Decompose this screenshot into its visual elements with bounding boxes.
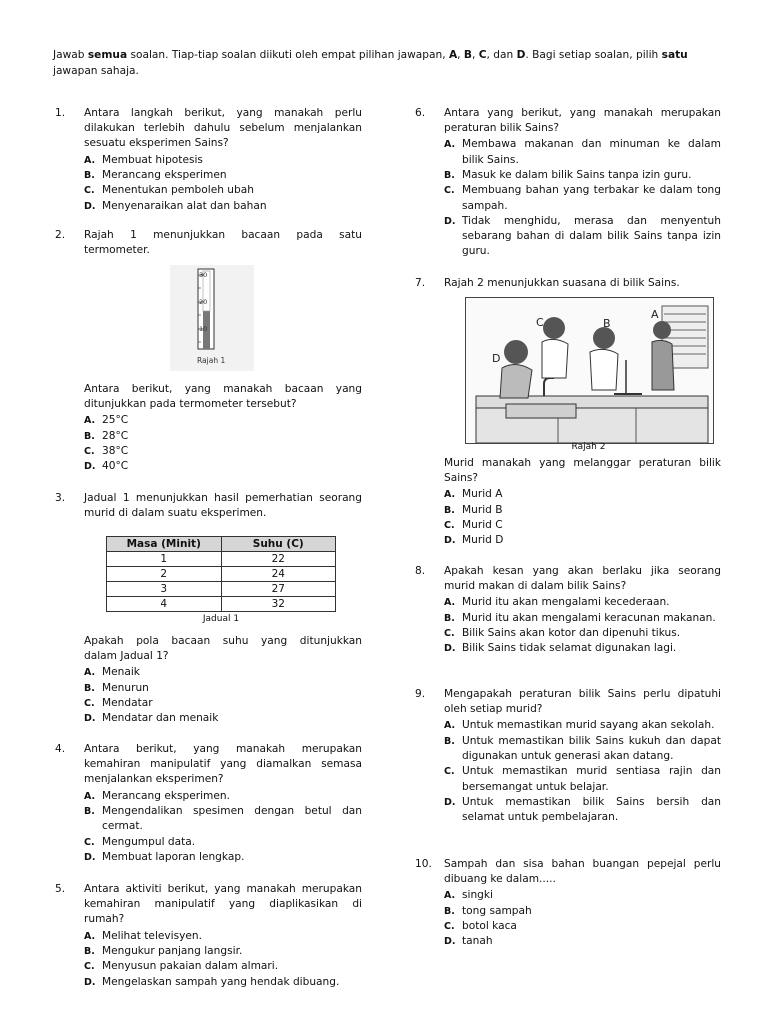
option-b[interactable] — [84, 681, 362, 696]
option-a[interactable] — [444, 487, 721, 502]
instr-bold: B — [463, 49, 472, 61]
instr-text: soalan. Tiap-tiap soalan diikuti oleh empat pilihan jawapan, — [127, 49, 449, 61]
question-2 — [55, 228, 362, 258]
question-number: 1. — [55, 107, 66, 119]
instr-text: , — [472, 49, 479, 61]
question-text — [84, 491, 362, 521]
option-letter: D. — [444, 936, 456, 948]
options-list — [444, 888, 721, 949]
option-c[interactable] — [444, 919, 721, 934]
option-letter: B. — [84, 945, 95, 957]
question-text — [84, 106, 362, 152]
options-list — [444, 487, 721, 548]
option-text: Masuk ke dalam bilik Sains tanpa izin guru. — [462, 169, 692, 181]
question-line: rumah? — [84, 913, 125, 926]
options-list — [444, 595, 721, 656]
instr-text: , dan — [486, 49, 517, 61]
option-letter: C. — [444, 766, 455, 778]
table-cell: 1 — [107, 552, 222, 567]
table-row — [107, 597, 336, 612]
option-text: Merancang eksperimen. — [102, 789, 230, 802]
option-text: Merancang eksperimen — [102, 168, 227, 181]
option-text: 25°C — [102, 414, 129, 427]
question-7 — [415, 276, 721, 291]
question-number: 5. — [55, 883, 66, 895]
question-number: 8. — [415, 565, 426, 577]
option-text: Bilik Sains akan kotor dan dipenuhi tikus. — [462, 627, 681, 639]
option-letter: D. — [84, 200, 96, 212]
question-line: Apakah pola bacaan suhu yang ditunjukkan — [84, 635, 362, 647]
instr-bold: D — [516, 49, 526, 61]
question-text — [84, 228, 362, 258]
question-line: Antara langkah berikut, yang manakah perlu — [84, 107, 362, 119]
option-d[interactable] — [84, 975, 362, 990]
question-line: Antara berikut, yang manakah merupakan — [84, 743, 362, 755]
option-d[interactable] — [84, 459, 362, 474]
options-list — [84, 153, 362, 214]
tick-label: 20 — [199, 298, 208, 306]
question-3 — [55, 491, 362, 521]
question-line: kemahiran manipulatif yang diaplikasikan di — [84, 898, 362, 911]
option-d[interactable] — [84, 850, 362, 865]
question-2-stem — [55, 382, 362, 475]
option-letter: A. — [444, 597, 456, 609]
options-list — [444, 718, 721, 825]
question-line: sesuatu eksperimen Sains? — [84, 137, 229, 150]
question-6 — [415, 106, 721, 260]
option-d[interactable] — [444, 641, 721, 656]
option-letter: B. — [444, 504, 455, 516]
option-letter: D. — [84, 461, 96, 473]
option-text: Membuat hipotesis — [102, 153, 203, 166]
option-text: Tidak menghidu, merasa dan menyentuh sebarang bahan di dalam bilik Sains tanpa izin guru. — [462, 214, 721, 258]
option-letter: A. — [444, 720, 456, 732]
option-text: 28°C — [102, 429, 129, 442]
option-letter: C. — [84, 185, 95, 197]
option-text: Membawa makanan dan minuman ke dalam bilik Sains. — [462, 138, 721, 166]
option-d[interactable] — [444, 934, 721, 949]
option-letter: A. — [84, 930, 96, 942]
option-letter: B. — [444, 170, 455, 181]
option-a[interactable] — [84, 153, 362, 168]
option-b[interactable] — [444, 734, 721, 765]
question-10 — [415, 857, 721, 950]
option-text: Menyenaraikan alat dan bahan — [102, 199, 267, 212]
figure-caption: Rajah 2 — [571, 442, 606, 452]
option-text: Murid itu akan mengalami keracunan makanan. — [462, 611, 716, 624]
option-text: Menyusun pakaian dalam almari. — [102, 960, 279, 973]
options-list — [444, 137, 721, 259]
option-letter: C. — [444, 185, 455, 197]
option-a[interactable] — [84, 665, 362, 680]
option-letter: A. — [84, 790, 96, 802]
option-text: Murid itu akan mengalami kecederaan. — [462, 596, 670, 609]
option-text: Mengumpul data. — [102, 835, 196, 848]
option-a[interactable] — [84, 413, 362, 428]
table-header-row — [107, 537, 336, 552]
option-letter: D. — [84, 713, 96, 725]
table-header: Suhu (C) — [221, 537, 336, 552]
question-line: oleh setiap murid? — [444, 703, 543, 716]
option-text: Untuk memastikan bilik Sains kukuh dan dapat digunakan untuk generasi akan datang. — [462, 734, 721, 762]
option-letter: D. — [444, 643, 456, 655]
option-letter: D. — [444, 796, 456, 808]
question-line: Sampah dan sisa bahan buangan pepejal perlu — [444, 858, 721, 870]
option-text: Melihat televisyen. — [102, 929, 203, 942]
question-line: Rajah 2 menunjukkan suasana di bilik Sains. — [444, 277, 680, 289]
option-text: tong sampah — [462, 904, 532, 917]
option-letter: A. — [444, 139, 456, 151]
question-number: 9. — [415, 688, 426, 700]
option-a[interactable] — [444, 137, 721, 168]
question-text — [444, 276, 721, 291]
option-c[interactable] — [84, 444, 362, 459]
table-cell: 32 — [221, 597, 336, 612]
question-line: kemahiran manipulatif yang diamalkan semasa — [84, 758, 362, 771]
option-a[interactable] — [444, 888, 721, 903]
option-letter: C. — [84, 446, 95, 457]
table-header: Masa (Minit) — [107, 537, 222, 552]
option-a[interactable] — [444, 718, 721, 733]
question-text — [84, 882, 362, 928]
question-line: peraturan bilik Sains? — [444, 122, 559, 135]
question-line: termometer. — [84, 244, 150, 257]
question-line: Antara aktiviti berikut, yang manakah merupakan — [84, 883, 362, 895]
table-cell: 3 — [107, 582, 222, 597]
option-b[interactable] — [444, 904, 721, 919]
figure-label-c: C — [536, 316, 544, 329]
option-c[interactable] — [444, 518, 721, 533]
option-text: Mengendalikan spesimen dengan betul dan cermat. — [102, 804, 362, 833]
question-line: Murid manakah yang melanggar peraturan bilik — [444, 457, 721, 469]
option-letter: D. — [444, 215, 456, 227]
question-number: 6. — [415, 107, 426, 119]
option-b[interactable] — [84, 804, 362, 835]
question-text — [84, 742, 362, 788]
table-cell: 2 — [107, 567, 222, 582]
option-letter: B. — [84, 169, 95, 181]
option-text: Mengelaskan sampah yang hendak dibuang. — [102, 975, 340, 988]
question-text — [444, 456, 721, 486]
option-text: Murid A — [462, 488, 503, 501]
figure-rajah-2 — [465, 297, 714, 444]
question-line: Mengapakah peraturan bilik Sains perlu dipatuhi — [444, 688, 721, 700]
question-line: dilakukan terlebih dahulu sebelum menjalankan — [84, 122, 362, 135]
option-b[interactable] — [84, 168, 362, 183]
data-table — [106, 536, 336, 612]
question-text — [84, 634, 362, 664]
table-jadual-1 — [106, 536, 336, 624]
instr-text: jawapan sahaja. — [53, 65, 139, 77]
option-letter: B. — [444, 735, 455, 747]
table-cell: 24 — [221, 567, 336, 582]
option-d[interactable] — [444, 214, 721, 260]
question-number: 10. — [415, 858, 432, 870]
option-letter: B. — [444, 905, 455, 917]
option-text: Membuang bahan yang terbakar ke dalam tong sampah. — [462, 184, 721, 212]
option-text: Untuk memastikan murid sentiasa rajin dan bersemangat untuk belajar. — [462, 765, 721, 793]
option-a[interactable] — [84, 789, 362, 804]
option-text: Mendatar — [102, 697, 153, 709]
table-cell: 4 — [107, 597, 222, 612]
option-text: Untuk memastikan murid sayang akan sekolah. — [462, 719, 715, 732]
option-letter: D. — [84, 851, 96, 863]
option-a[interactable] — [444, 595, 721, 610]
question-line: murid makan di dalam bilik Sains? — [444, 580, 627, 593]
question-line: Antara berikut, yang manakah bacaan yang — [84, 383, 362, 395]
option-b[interactable] — [444, 611, 721, 626]
instructions — [53, 47, 718, 79]
option-text: singki — [462, 889, 493, 902]
instr-text: Jawab — [53, 49, 88, 61]
option-letter: C. — [444, 628, 455, 639]
option-c[interactable] — [84, 959, 362, 974]
option-b[interactable] — [84, 944, 362, 959]
option-letter: A. — [444, 489, 456, 501]
table-caption: Jadual 1 — [202, 614, 240, 624]
question-line: menjalankan eksperimen? — [84, 773, 224, 786]
instr-bold: satu — [661, 49, 688, 61]
option-text: Menaik — [102, 666, 140, 679]
option-d[interactable] — [84, 199, 362, 214]
table-row — [107, 567, 336, 582]
instr-text: . Bagi setiap soalan, pilih — [525, 49, 662, 61]
option-b[interactable] — [444, 503, 721, 518]
option-letter: A. — [84, 667, 96, 679]
option-letter: D. — [444, 535, 456, 547]
option-letter: B. — [84, 430, 95, 442]
question-text — [444, 857, 721, 887]
question-number: 7. — [415, 277, 426, 289]
question-line: Antara yang berikut, yang manakah merupakan — [444, 107, 721, 119]
option-letter: C. — [84, 698, 95, 709]
option-a[interactable] — [84, 929, 362, 944]
option-letter: D. — [84, 976, 96, 988]
question-line: Sains? — [444, 472, 479, 485]
option-letter: B. — [84, 682, 95, 694]
question-3-stem — [55, 634, 362, 727]
option-c[interactable] — [84, 183, 362, 198]
option-c[interactable] — [84, 835, 362, 850]
option-letter: C. — [84, 961, 95, 973]
options-list — [84, 413, 362, 474]
figure-label-b: B — [603, 317, 611, 330]
table-cell: 27 — [221, 582, 336, 597]
option-d[interactable] — [84, 711, 362, 726]
option-text: Untuk memastikan bilik Sains bersih dan selamat untuk pembelajaran. — [462, 795, 721, 824]
option-c[interactable] — [84, 696, 362, 711]
options-list — [84, 665, 362, 726]
figure-caption: Rajah 1 — [197, 356, 226, 365]
question-7-stem — [415, 456, 721, 549]
question-line: dalam Jadual 1? — [84, 650, 169, 663]
science-lab-illustration — [466, 298, 713, 443]
question-1 — [55, 106, 362, 214]
option-b[interactable] — [84, 429, 362, 444]
option-text: Menentukan pemboleh ubah — [102, 184, 254, 197]
question-text — [444, 564, 721, 594]
option-text: Murid C — [462, 519, 503, 531]
option-letter: B. — [84, 805, 95, 817]
figure-rajah-1 — [170, 265, 254, 371]
option-text: Murid B — [462, 503, 503, 516]
option-c[interactable] — [444, 183, 721, 214]
question-line: dibuang ke dalam..... — [444, 873, 556, 886]
option-d[interactable] — [444, 533, 721, 548]
option-text: Membuat laporan lengkap. — [102, 850, 245, 863]
option-letter: A. — [84, 154, 96, 166]
tick-label: 10 — [199, 325, 208, 333]
option-letter: A. — [84, 415, 96, 427]
option-text: 40°C — [102, 460, 129, 473]
table-cell: 22 — [221, 552, 336, 567]
table-row — [107, 552, 336, 567]
question-line: Apakah kesan yang akan berlaku jika seorang — [444, 565, 721, 577]
question-9 — [415, 687, 721, 825]
question-8 — [415, 564, 721, 657]
question-number: 3. — [55, 492, 66, 504]
option-text: Mendatar dan menaik — [102, 712, 219, 725]
option-text: Menurun — [102, 681, 149, 694]
option-c[interactable] — [444, 764, 721, 795]
option-text: Mengukur panjang langsir. — [102, 944, 243, 957]
figure-label-a: A — [651, 308, 659, 321]
option-d[interactable] — [444, 795, 721, 826]
question-text — [84, 382, 362, 412]
table-row — [107, 582, 336, 597]
instr-bold: A — [448, 49, 458, 61]
option-letter: B. — [444, 612, 455, 624]
question-text — [444, 687, 721, 717]
option-text: 38°C — [102, 445, 129, 457]
thermometer-diagram — [170, 265, 254, 371]
option-text: Murid D — [462, 534, 504, 547]
question-number: 2. — [55, 229, 66, 241]
option-c[interactable] — [444, 626, 721, 641]
question-4 — [55, 742, 362, 865]
option-letter: C. — [84, 836, 95, 848]
option-b[interactable] — [444, 168, 721, 183]
instr-text: , — [457, 49, 464, 61]
option-text: tanah — [462, 935, 493, 948]
option-letter: A. — [444, 890, 456, 902]
instr-bold: C — [478, 49, 487, 61]
question-line: murid di dalam suatu eksperimen. — [84, 507, 267, 520]
question-line: Rajah 1 menunjukkan bacaan pada satu — [84, 229, 362, 241]
option-letter: C. — [444, 520, 455, 531]
question-5 — [55, 882, 362, 990]
option-text: Bilik Sains tidak selamat digunakan lagi. — [462, 642, 677, 655]
tick-label: 30 — [199, 271, 208, 279]
options-list — [84, 789, 362, 865]
figure-label-d: D — [492, 352, 501, 365]
question-number: 4. — [55, 743, 66, 755]
option-text: botol kaca — [462, 920, 517, 932]
question-line: ditunjukkan pada termometer tersebut? — [84, 398, 297, 411]
question-text — [444, 106, 721, 136]
option-letter: C. — [444, 921, 455, 932]
instr-bold: semua — [87, 49, 128, 61]
options-list — [84, 929, 362, 990]
question-line: Jadual 1 menunjukkan hasil pemerhatian seorang — [84, 492, 362, 504]
